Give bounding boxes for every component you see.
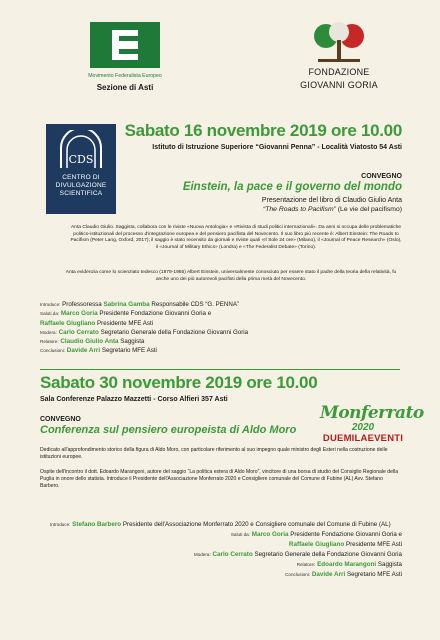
mfe-section: Sezione di Asti: [96, 83, 154, 92]
program-saluti: Saluti da: Marco Goria Presidente Fondazione Giovanni Goria e: [230, 531, 402, 538]
tree-icon: [304, 20, 374, 64]
event2-date: Sabato 30 novembre 2019 ore 10.00: [40, 373, 318, 392]
program-relatore: Relatore: Edoardo Marangoni Saggista: [296, 561, 402, 568]
event2-title: Conferenza sul pensiero europeista di Aldo Moro: [40, 424, 297, 436]
goria-name-line1: FONDAZIONE: [308, 67, 370, 77]
program-relatore: Relatore: Claudio Giulio Anta Saggista: [40, 338, 145, 346]
mfe-name: Movimento Federalista Europeo: [88, 73, 162, 79]
event1-bio2: Anta evidenzia come lo scienziato tedesco (1879-1955) Albert Einstein, universalmente conosciuto per essere stato il padre della teoria della relatività, fu anche uno dei più autorevoli pacifisti della prima metà del Novecento.: [65, 270, 397, 282]
program-intro: Introduce: Professoressa Sabrina Gamba Responsabile CDS “G. PENNA”: [40, 301, 240, 308]
event1-label: CONVEGNO: [361, 173, 402, 180]
event1-book: [263, 206, 402, 213]
program-modera: Modera: Carlo Cerrato Segretario Generale della Fondazione Giovanni Goria: [193, 551, 402, 558]
cds-line1: CENTRO DI: [62, 174, 100, 181]
section-divider: [40, 369, 400, 370]
monferrato-year: 2020: [351, 422, 375, 433]
event2-description: Dedicato all'approfondimento storico della figura di Aldo Moro, con particolare riferimento al suo impegno quale ministro degli Esteri nella costruzione delle istituzioni europee.: [40, 447, 388, 460]
program-conclusioni: Conclusioni: Davide Arri Segretario MFE Asti: [285, 571, 402, 578]
book-subtitle: (Le vie del pacifismo): [335, 206, 402, 213]
event2-guest: Ospite dell'incontro il dott. Edoardo Marangoni, autore del saggio “La politica estera di Aldo Moro”, vincitore di una borsa di studio del Consiglio Regionale della Puglia in onore dello statista. Introduce il Presidente dell'Associazione Monferrato 2020 e Consigliere comunale del Comune di Fubine (AL) Avv. Stefano Barbero.: [40, 469, 399, 489]
monferrato-tagline: DUEMILAEVENTI: [322, 433, 404, 444]
book-title: “The Roads to Pacifism”: [262, 206, 336, 213]
cds-line3: SCIENTIFICA: [59, 190, 103, 197]
cds-arch-icon: [57, 130, 105, 170]
mfe-logo: [84, 22, 166, 92]
mfe-e-icon: [90, 22, 160, 68]
program-intro: Introduce: Stefano Barbero Presidente dell'Associazione Monferrato 2020 e Consigliere comunale del Comune di Fubine (AL): [50, 521, 391, 528]
monferrato-word: Monferrato: [320, 403, 424, 423]
event1-bio: Anta Claudio Giulio. Saggista, collabora con le riviste «Nuova Antologia» e «Rivista di studi politici internazionali». Da anni si occupa delle problematiche politico-istituzionali del processo d'integrazione europea e del pensiero pacifista del Novecento. Il suo libro più recente è: Albert Einstein: The Roads to Pacifism (Peter Lang, Oxford, 2017); il saggio è stato recensito da giornali e riviste quali «Il Sole 24 ore» (Milano), il «Journal of Peace Research» (Oslo), il «Journal of Military Ethics» (Londra) e «The Federalist Debate» (Torino).: [70, 225, 402, 250]
cds-line2: DIVULGAZIONE: [55, 182, 107, 189]
program-saluti: Saluti da: Marco Goria Presidente Fondazione Giovanni Goria e: [40, 310, 212, 318]
event1-presentation: Presentazione del libro di Claudio Giulio Anta: [261, 197, 402, 204]
event1-program: [40, 300, 400, 356]
cds-logo: [46, 124, 116, 214]
program-modera: Modera: Carlo Cerrato Segretario Generale della Fondazione Giovanni Goria: [40, 328, 249, 336]
program-saluti2: Raffaele Giugliano Presidente MFE Asti: [40, 319, 154, 327]
program-conclusioni: Conclusioni: Davide Arri Segretario MFE Asti: [40, 347, 157, 355]
event1-date: Sabato 16 novembre 2019 ore 10.00: [124, 121, 402, 140]
svg-text:CDS: CDS: [68, 153, 94, 166]
event2-program: [50, 520, 402, 580]
event2-venue: Sala Conferenze Palazzo Mazzetti - Corso Alfieri 357 Asti: [40, 396, 228, 403]
event1-title: Einstein, la pace e il governo del mondo: [182, 181, 402, 193]
goria-logo: [284, 20, 394, 90]
event1-venue: Istituto di Istruzione Superiore “Giovanni Penna” - Località Viatosto 54 Asti: [152, 144, 402, 151]
goria-name-line2: GIOVANNI GORIA: [300, 80, 378, 90]
event2-label: CONVEGNO: [40, 416, 81, 423]
program-saluti2: Raffaele Giugliano Presidente MFE Asti: [288, 541, 402, 548]
monferrato-logo: [320, 403, 424, 444]
